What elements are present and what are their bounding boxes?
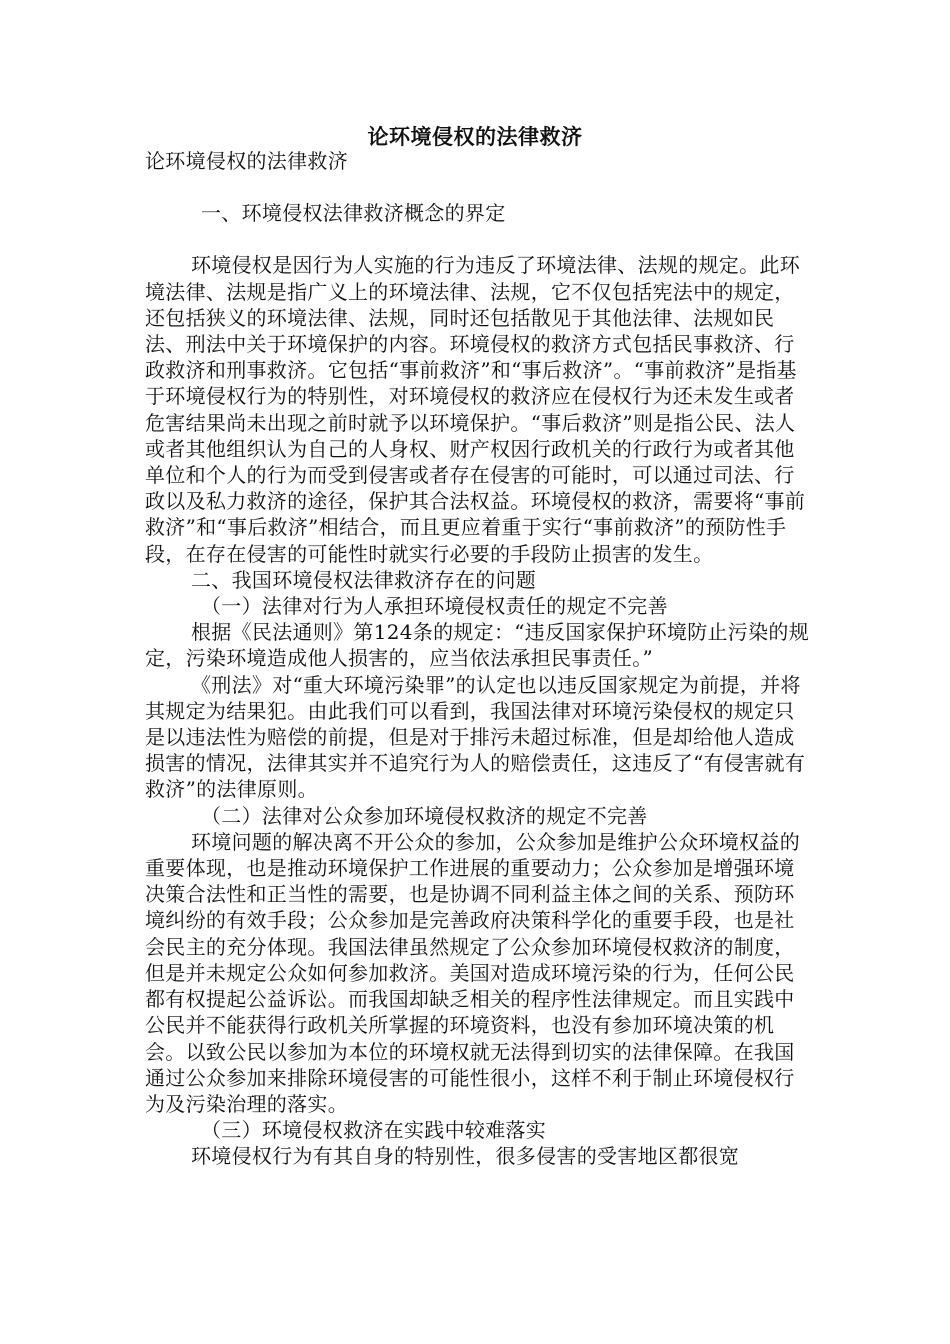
subsection-2-paragraph-1: 环境问题的解决离不开公众的参加，公众参加是维护公众环境权益的重要体现，也是推动环境保护工作进展的重要动力；公众参加是增强环境决策合法性和正当性的需要，也是协调不同利益主体之间的关系、预防环境纠纷的有效手段；公众参加是完善政府决策科学化的重要手段，也是社会民主的充分体现。我国法律虽然规定了公众参加环境侵权救济的制度，但是并未规定公众如何参加救济。美国对造成环境污染的行为，任何公民都有权提起公益诉讼。而我国却缺乏相关的程序性法律规定。而且实践中公民并不能获得行政机关所掌握的环境资料，也没有参加环境决策的机会。以致公民以参加为本位的环境权就无法得到切实的法律保障。在我国通过公众参加来排除环境侵害的可能性很小，这样不利于制止环境侵权行为及污染治理的落实。 [145,829,800,1116]
subsection-1-paragraph-1: 根据《民法通则》第124条的规定：“违反国家保护环境防止污染的规定，污染环境造成他人损害的，应当依法承担民事责任。” [145,620,809,671]
section-1-heading: 一、环境侵权法律救济概念的界定 [201,201,506,226]
subsection-1-paragraph-2: 《刑法》对“重大环境污染罪”的认定也以违反国家规定为前提，并将其规定为结果犯。由此我们可以看到，我国法律对环境污染侵权的规定只是以违法性为赔偿的前提，但是对于排污未超过标准，但是却给他人造成损害的情况，法律其实并不追究行为人的赔偿责任，这违反了“有侵害就有救济”的法律原则。 [145,672,806,802]
document-title: 论环境侵权的法律救济 [367,124,583,149]
spacer [145,226,810,252]
document-subtitle: 论环境侵权的法律救济 [145,149,348,173]
subsection-1-heading: （一）法律对行为人承担环境侵权责任的规定不完善 [201,594,668,619]
section-1-paragraph: 环境侵权是因行为人实施的行为违反了环境法律、法规的规定。此环境法律、法规是指广义上的环境法律、法规，它不仅包括宪法中的规定，还包括狭义的环境法律、法规，同时还包括散见于其他法律、法规如民法、刑法中关于环境保护的内容。环境侵权的救济方式包括民事救济、行政救济和刑事救济。它包括“事前救济”和“事后救济”。“事前救济”是指基于环境侵权行为的特别性，对环境侵权的救济应在侵权行为还未发生或者危害结果尚未出现之前时就予以环境保护。“事后救济”则是指公民、法人或者其他组织认为自己的人身权、财产权因行政机关的行政行为或者其他单位和个人的行为而受到侵害或者存在侵害的可能时，可以通过司法、行政以及私力救济的途径，保护其合法权益。环境侵权的救济，需要将“事前救济”和“事后救济”相结合，而且更应着重于实行“事前救济”的预防性手段，在存在侵害的可能性时就实行必要的手段防止损害的发生。 [145,253,806,566]
document-body [145,148,810,1170]
subsection-3-heading: （三）环境侵权救济在实践中较难落实 [201,1118,547,1143]
subsection-2-heading: （二）法律对公众参加环境侵权救济的规定不完善 [201,803,648,828]
spacer [145,174,810,200]
section-2-heading: 二、我国环境侵权法律救济存在的问题 [191,567,537,592]
subsection-3-paragraph-1: 环境侵权行为有其自身的特别性，很多侵害的受害地区都很宽 [191,1144,740,1169]
